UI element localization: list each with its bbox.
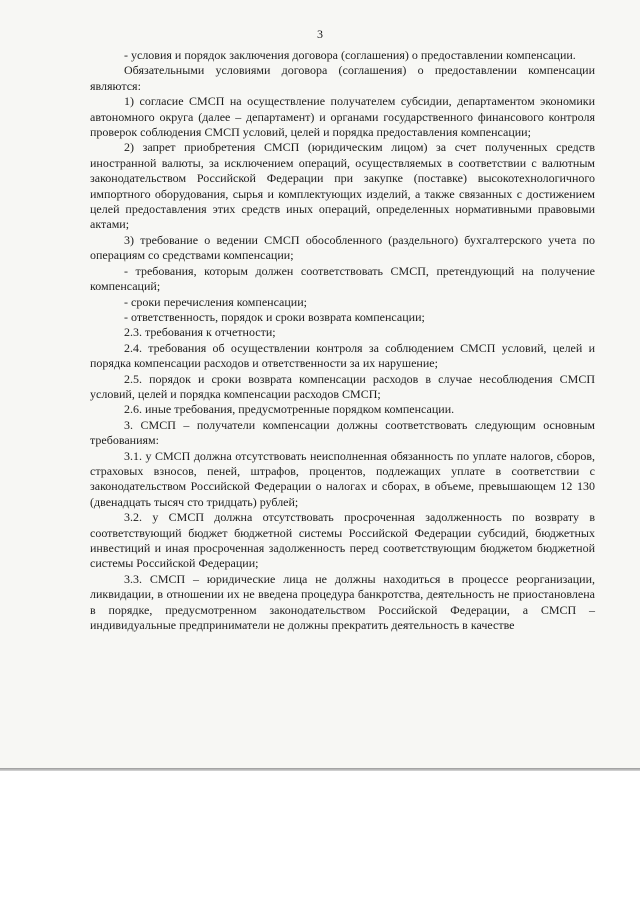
paragraph-3-2-debt: 3.2. у СМСП должна отсутствовать просроченная задолженность по возврату в соответствующий бюджет бюджетной системы Российской Федерации субсидий, бюджетных инвестиций и иная просроченная задолженность перед соответствующим бюджетом бюджетной системы Российской Федерации;: [90, 510, 595, 571]
paragraph-2-3-reporting: 2.3. требования к отчетности;: [124, 325, 276, 340]
paragraph-item-2-currency-ban: 2) запрет приобретения СМСП (юридическим лицом) за счет полученных средств иностранной валюты, за исключением операций, осуществляемых в соответствии с валютным законодательством Российской Федерации при закупке (поставке) высокотехнологичного импортного оборудования, сырья и комплектующих изделий, а также связанных с достижением целей предоставления этих средств иных операций, определенных нормативными правовыми актами;: [90, 140, 595, 232]
paragraph-2-5-return: 2.5. порядок и сроки возврата компенсации расходов в случае несоблюдения СМСП условий, целей и порядка компенсации расходов СМСП;: [90, 371, 595, 401]
page-number: 3: [317, 27, 323, 41]
paragraph-mandatory-conditions-intro: Обязательными условиями договора (соглашения) о предоставлении компенсации являются:: [90, 63, 595, 93]
paragraph-item-1-consent: 1) согласие СМСП на осуществление получателем субсидии, департаментом экономики автономного округа (далее – департамент) и органами государственного финансового контроля проверок соблюдения СМСП условий, целей и порядка предоставления компенсации;: [90, 94, 595, 140]
paragraph-item-3-accounting: 3) требование о ведении СМСП обособленного (раздельного) бухгалтерского учета по операциям со средствами компенсации;: [90, 232, 595, 263]
paragraph-2-4-control: 2.4. требования об осуществлении контроля за соблюдением СМСП условий, целей и порядка компенсации расходов и ответственности за их нарушение;: [90, 340, 595, 371]
document-body: [90, 48, 595, 633]
paragraph-responsibility: - ответственность, порядок и сроки возврата компенсации;: [124, 309, 425, 324]
paragraph-3-3-legal-entities: 3.3. СМСП – юридические лица не должны находиться в процессе реорганизации, ликвидации, в отношении их не введена процедура банкротства, деятельность не приостановлена в порядке, предусмотренном законодательством Российской Федерации, а СМСП – индивидуальные предприниматели не должны прекратить деятельность в качестве: [90, 571, 595, 633]
paragraph-3-recipients: 3. СМСП – получатели компенсации должны соответствовать следующим основным требованиям:: [90, 417, 595, 448]
paragraph-contract-conditions: - условия и порядок заключения договора (соглашения) о предоставлении компенсации.: [124, 48, 576, 62]
paragraph-2-6-other: 2.6. иные требования, предусмотренные порядком компенсации.: [124, 402, 455, 417]
paragraph-requirements: - требования, которым должен соответствовать СМСП, претендующий на получение компенсаций;: [90, 263, 595, 294]
paragraph-3-1-taxes: 3.1. у СМСП должна отсутствовать неисполненная обязанность по уплате налогов, сборов, страховых взносов, пеней, штрафов, процентов, подлежащих уплате в соответствии с законодательством Российской Федерации о налогах и сборах, в объеме, превышающем 12 130 (двенадцать тысяч сто тридцать) рублей;: [90, 448, 595, 509]
paragraph-transfer-terms: - сроки перечисления компенсации;: [124, 294, 307, 309]
scan-edge-divider: [0, 768, 640, 771]
